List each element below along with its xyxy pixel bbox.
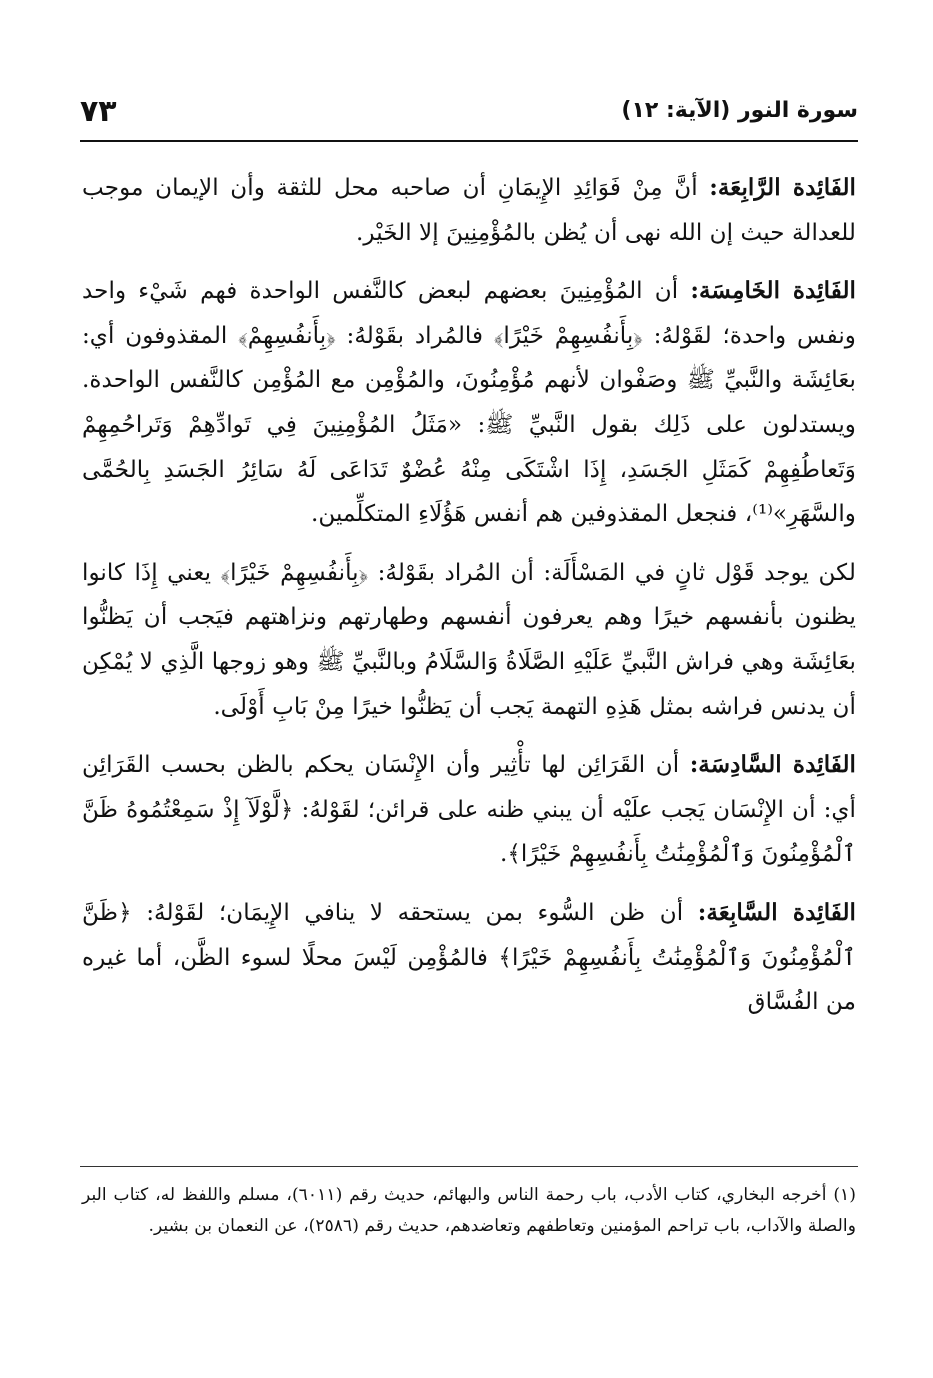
footnote: (١) أخرجه البخاري، كتاب الأدب، باب رحمة الناس والبهائم، حديث رقم (٦٠١١)، مسلم واللفظ له، كتاب البر والصلة والآداب، باب تراحم المؤمنين وتعاطفهم وتعاضدهم، حديث رقم (٢٥٨٦)، عن النعمان بن بشير. <box>82 1185 856 1236</box>
paragraph-lead: الفَائِدة السَّادِسَة: <box>689 751 856 779</box>
paragraph-text: لكن يوجد قَوْل ثانٍ في المَسْأَلَة: أن المُراد بقَوْلهُ: ﴿بِأَنفُسِهِمْ خَيْرًا﴾ يعني إِذَا كانوا يظنون بأنفسهم خيرًا وهم يعرفون أنفسهم وطهارتهم ونزاهتهم فيَجب أن يَظنُّوا بعَائِشَة وهي فراش النَّبيِّ عَلَيْهِ الصَّلَاةُ وَالسَّلَامُ وبالنَّبيِّ ﷺ وهو زوجها الَّذِي لا يُمْكِن أن يدنس فراشه بمثل هَذِهِ التهمة يَجب أن يَظنُّوا خيرًا مِنْ بَابِ أَوْلَى. <box>82 558 856 720</box>
paragraph-lead: الفَائِدة السَّابِعَة: <box>697 898 856 926</box>
paragraph-text: أن المُؤْمِنِينَ بعضهم لبعض كالنَّفس الواحدة فهم شَيْء واحد ونفس واحدة؛ لقَوْلهُ: ﴿بِأَنفُسِهِمْ خَيْرًا﴾ فالمُراد بقَوْلهُ: ﴿بِأَنفُسِهِمْ﴾ المقذوفون أي: بعَائِشَة والنَّبيِّ ﷺ وصَفْوان لأنهم مُؤْمِنُونَ، والمُؤْمِن مع المُؤْمِن كالنَّفس الواحدة. ويستدلون على ذَلِك بقول النَّبيِّ ﷺ: «مَثَلُ المُؤْمِنِينَ فِي تَوادِّهِمْ وَتَراحُمِهِمْ وَتَعاطُفِهِمْ كَمَثَلِ الجَسَدِ، إِذَا اشْتَكَى مِنْهُ عُضْوٌ تَدَاعَى لَهُ سَائِرُ الجَسَدِ بِالحُمَّى والسَّهَرِ»⁽¹⁾، فنجعل المقذوفين هم أنفس هَؤُلَاءِ المتكلِّمين. <box>82 277 856 528</box>
paragraph-text: أنَّ مِنْ فَوَائِدِ الإِيمَانِ أن صاحبه محل للثقة وأن الإيمان موجب للعدالة حيث إن الله نهى أن يُظن بالمُؤْمِنِينَ إلا الخَيْر. <box>82 174 856 246</box>
paragraph-lead: الفَائِدة الرَّابِعَة: <box>709 174 856 201</box>
footnotes <box>82 1180 856 1242</box>
footnote-rule <box>80 1166 858 1167</box>
page-header <box>80 92 858 132</box>
paragraph <box>82 269 856 537</box>
paragraph <box>82 743 856 877</box>
page-number: ٧٣ <box>80 94 117 129</box>
paragraph <box>82 551 856 729</box>
paragraph-text: أن القَرَائِن لها تأْثِير وأن الإِنْسَان يحكم بالظن بحسب القَرَائِن أي: أن الإِنْسَان يَجب علَيْه أن يبني ظنه على قرائن؛ لقَوْلهُ: ﴿لَّوْلَآ إِذْ سَمِعْتُمُوهُ ظَنَّ ٱلْمُؤْمِنُونَ وَٱلْمُؤْمِنَٰتُ بِأَنفُسِهِمْ خَيْرًا﴾. <box>82 751 856 868</box>
header-rule <box>80 140 858 142</box>
paragraph-text: أن ظن السُّوء بمن يستحقه لا ينافي الإِيمَان؛ لقَوْلهُ: ﴿ظَنَّ ٱلْمُؤْمِنُونَ وَٱلْمُؤْمِنَٰتُ بِأَنفُسِهِمْ خَيْرًا﴾ فالمُؤْمِن لَيْسَ محلًا لسوء الظَّن، أما غيره من الفُسَّاق <box>82 898 856 1016</box>
body-text <box>82 166 856 1039</box>
paragraph <box>82 891 856 1025</box>
paragraph <box>82 166 856 255</box>
running-title: سورة النور (الآية: ١٢) <box>621 98 858 123</box>
paragraph-lead: الفَائِدة الخَامِسَة: <box>690 277 856 305</box>
